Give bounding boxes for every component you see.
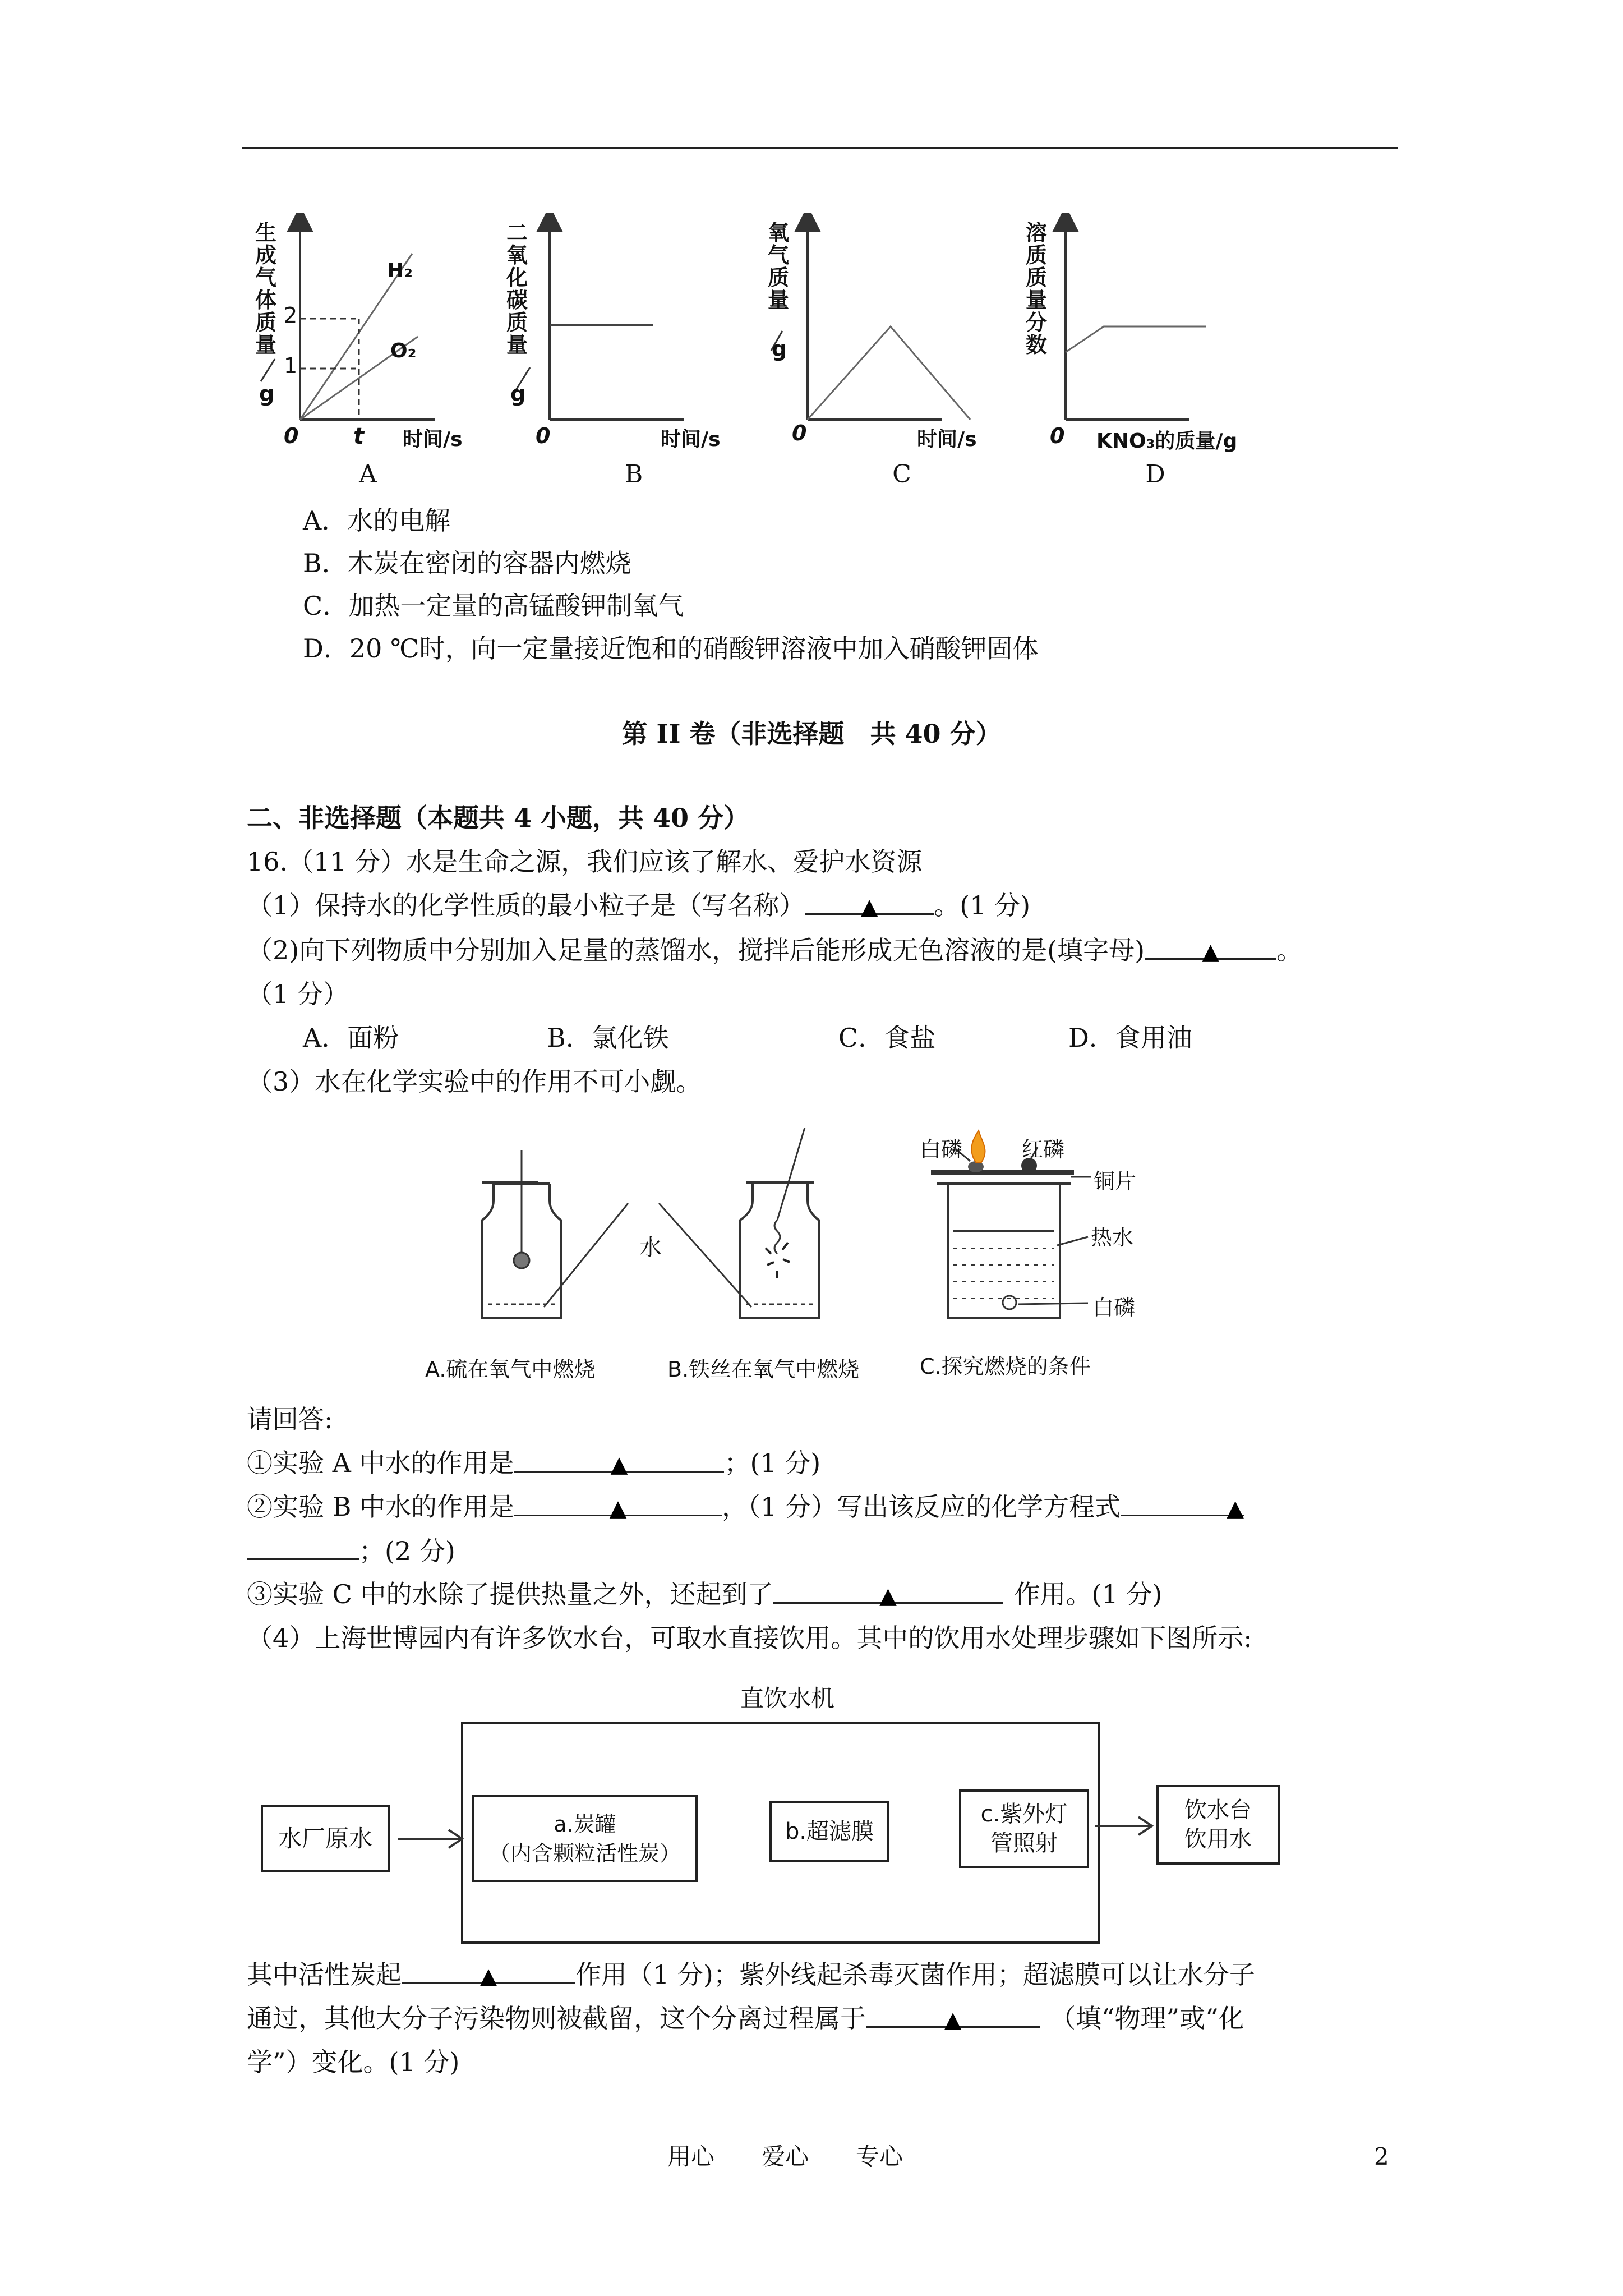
q16-3b-eq-blank-cont[interactable] [247,1534,359,1560]
flow-source-box [261,1805,390,1872]
sparks [766,1243,790,1278]
graph-a-ytick-1: 1 [284,353,298,378]
q16-4-p2 [247,2001,1244,2035]
q16-4-p1-post: 作用（1 分)；紫外线起杀毒灭菌作用；超滤膜可以让水分子 [575,1959,1255,1990]
q16-3b-mid: ，（1 分）写出该反应的化学方程式 [722,1492,1121,1522]
flow-step-c-line2: 管照射 [990,1830,1058,1856]
q16-sub2 [247,933,1302,967]
caption-b: B.铁丝在氧气中燃烧 [667,1357,860,1382]
graph-d-label: D [1145,460,1165,489]
q15-option-c: C．加热一定量的高锰酸钾制氧气 [303,591,684,621]
graph-b-xlabel: 时间/s [661,428,721,451]
q16-sub2-opt-b: B．氯化铁 [547,1023,669,1053]
graph-c-xlabel: 时间/s [917,428,977,451]
q16-3c-text: ③实验 C 中的水除了提供热量之外，还起到了 [247,1579,773,1609]
water-label: 水 [639,1235,662,1260]
flame-icon [971,1130,985,1162]
graph-a-yunit: g [259,381,275,406]
graph-a-xlabel: 时间/s [403,428,463,451]
q16-4-p1 [247,1958,1255,1991]
q16-sub2-opt-a: A．面粉 [303,1023,399,1053]
q16-4-carbon-blank[interactable]: ▲ [402,1958,575,1984]
q16-sub2-opt-d: D．食用油 [1068,1023,1192,1053]
q16-sub2-score: （1 分） [247,979,349,1009]
graph-d [1066,219,1206,420]
copper-label: 铜片 [1094,1169,1137,1194]
beaker-c [931,1172,1074,1318]
graph-b-label: B [624,460,643,489]
q16-sub1 [247,889,1030,922]
q16-sub2-blank[interactable]: ▲ [1145,933,1276,960]
bottle-a [482,1150,561,1318]
flow-step-b-label: b.超滤膜 [785,1819,874,1844]
q16-3b-post: ；(2 分) [359,1536,455,1566]
q16-3a-post: ；(1 分) [724,1448,821,1478]
q16-sub1-text: （1）保持水的化学性质的最小粒子是（写名称） [247,890,805,921]
q16-stem: 16.（11 分）水是生命之源，我们应该了解水、爱护水资源 [247,846,923,877]
graph-d-xlabel: KNO₃的质量/g [1096,430,1238,453]
graph-c-ylabel: 氧 气 质 量 [767,220,789,312]
q16-4-p3: 学”）变化。(1 分) [247,2047,460,2077]
caption-a: A.硫在氧气中燃烧 [425,1357,596,1382]
q16-sub2-opt-c: C．食盐 [838,1023,936,1053]
please-answer: 请回答: [247,1404,333,1434]
graph-d-ylabel: 溶 质 质 量 分 数 [1025,220,1047,357]
q16-3b-eq-blank[interactable]: ▲ [1121,1490,1244,1516]
q16-3c-blank[interactable]: ▲ [773,1577,1003,1604]
footer-center: 用心 爱心 专心 [667,2143,903,2170]
q15-option-a: A．水的电解 [303,505,451,536]
part2-title: 第 II 卷（非选择题 共 40 分） [621,719,1002,749]
flow-step-c-line1: c.紫外灯 [980,1801,1068,1827]
q16-4-change-blank[interactable]: ▲ [866,2001,1040,2028]
hot-water-label: 热水 [1091,1225,1134,1250]
q16-sub2-text: （2)向下列物质中分别加入足量的蒸馏水，搅拌后能形成无色溶液的是(填字母) [247,935,1145,965]
q16-3a-blank[interactable]: ▲ [514,1446,724,1473]
graph-b-origin: 0 [536,424,551,448]
flow-output-box [1156,1785,1280,1865]
graph-a-label: A [359,460,377,489]
page-number: 2 [1374,2143,1389,2170]
flow-step-a-line2: （内含颗粒活性炭） [488,1841,681,1866]
q16-4-p2-text: 通过，其他大分子污染物则被截留，这个分离过程属于 [247,2003,866,2033]
flow-output-line1: 饮水台 [1184,1797,1252,1823]
q16-3b-text: ②实验 B 中水的作用是 [247,1492,515,1522]
graph-b-yunit: g [510,381,526,406]
flow-title: 直饮水机 [740,1685,835,1712]
q16-3a [247,1446,820,1480]
white-phosphorus-2-label: 白磷 [1092,1295,1136,1320]
q16-sub4: （4）上海世博园内有许多饮水台，可取水直接饮用。其中的饮用水处理步骤如下图所示: [247,1623,1252,1653]
flow-arrows [387,1795,1172,1874]
graph-c-yunit: g [772,337,787,361]
q16-3c-post: 作用。(1 分) [1014,1579,1163,1609]
graph-a-ylabel: 生 成 气 体 质 量 [255,220,276,357]
graph-c-label: C [892,460,911,489]
q16-3b-cont [247,1534,455,1568]
q16-4-p2-post: （填“物理”或“化 [1050,2003,1244,2033]
q16-3b [247,1490,1244,1524]
q16-3a-text: ①实验 A 中水的作用是 [247,1448,514,1478]
graph-a-h2-label: H₂ [387,259,413,282]
q15-option-d: D．20 ℃时，向一定量接近饱和的硝酸钾溶液中加入硝酸钾固体 [303,633,1039,664]
red-phosphorus-label: 红磷 [1022,1137,1065,1162]
experiment-figure [460,1128,1166,1374]
graph-b-ylabel: 二 氧 化 碳 质 量 [506,220,528,357]
graph-c [771,219,970,420]
flow-step-a-line1: a.炭罐 [554,1811,616,1837]
graph-a-o2-label: O₂ [390,339,417,362]
q16-4-p1-text: 其中活性炭起 [247,1959,402,1990]
q16-sub2-post: 。 [1276,935,1303,965]
flow-source-label: 水厂原水 [278,1825,372,1852]
q16-3c [247,1577,1162,1611]
bottle-b [740,1128,819,1318]
graph-c-origin: 0 [792,421,807,445]
section-title: 二、非选择题（本题共 4 小题，共 40 分） [247,803,750,833]
o2-mass-line [808,326,970,420]
solute-fraction-line [1066,326,1206,352]
q15-option-b: B．木炭在密闭的容器内燃烧 [303,548,631,578]
graph-a-xtick: t [353,424,365,449]
flow-output-line2: 饮用水 [1184,1826,1252,1852]
graph-a-ytick-2: 2 [284,303,298,328]
caption-c: C.探究燃烧的条件 [920,1354,1091,1379]
white-phosphorus-label: 白磷 [920,1137,963,1162]
q16-sub1-blank[interactable]: ▲ [805,889,934,915]
graph-b [516,219,684,420]
sulfur-spoon [514,1253,529,1268]
graph-a-origin: 0 [284,424,299,448]
q16-sub1-post: 。(1 分) [934,890,1031,921]
header-rule [242,147,1398,149]
q16-sub3: （3）水在化学实验中的作用不可小觑。 [247,1066,702,1097]
graph-d-origin: 0 [1050,424,1065,448]
q16-3b-blank[interactable]: ▲ [514,1490,722,1516]
